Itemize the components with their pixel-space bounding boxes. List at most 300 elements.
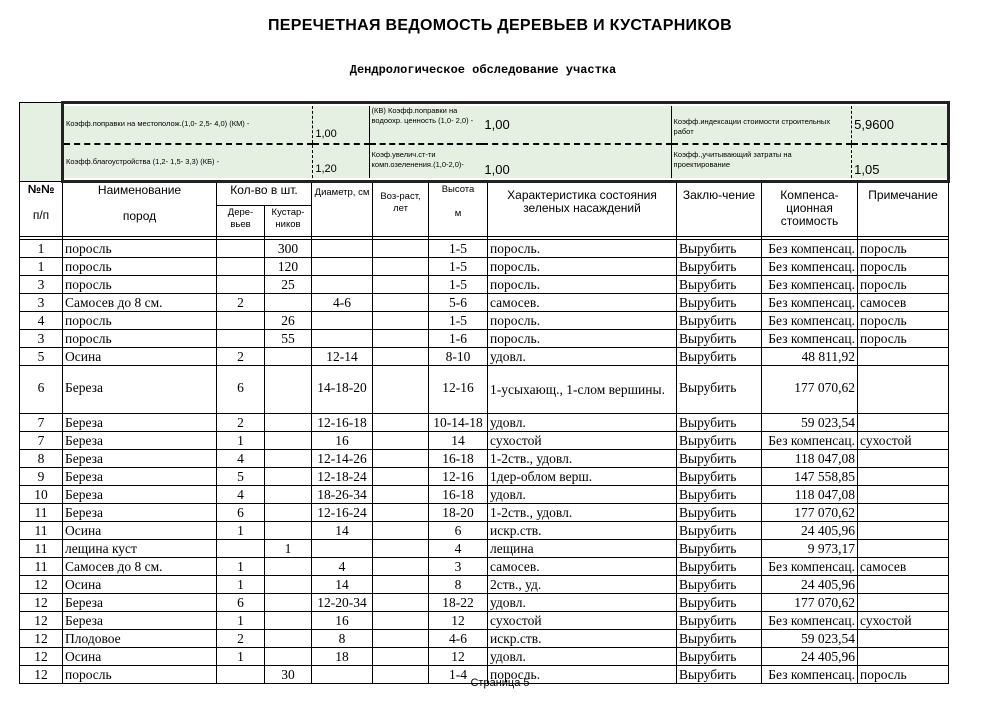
cell-decision: Вырубить — [677, 450, 762, 468]
cell-height: 10-14-18 — [429, 414, 488, 432]
cell-diameter — [312, 330, 373, 348]
cell-decision: Вырубить — [677, 414, 762, 432]
coef-design-label: Коэфф.,учитывающий затраты на проектирование — [671, 144, 852, 178]
cell-shrubs — [265, 504, 312, 522]
header-note: Примечание — [858, 182, 949, 237]
cell-shrubs — [265, 522, 312, 540]
header-age: Воз-раст, лет — [373, 182, 429, 237]
cell-name: поросль — [63, 276, 217, 294]
cell-num: 12 — [20, 666, 63, 684]
cell-cost: Без компенсац. — [762, 666, 858, 684]
cell-name: Осина — [63, 648, 217, 666]
cell-height: 1-5 — [429, 276, 488, 294]
cell-shrubs — [265, 630, 312, 648]
cell-height: 16-18 — [429, 450, 488, 468]
cell-decision: Вырубить — [677, 612, 762, 630]
cell-cost: Без компенсац. — [762, 294, 858, 312]
cell-note: самосев — [858, 294, 949, 312]
cell-cost: 59 023,54 — [762, 414, 858, 432]
cell-trees: 2 — [217, 294, 265, 312]
cell-cost: 9 973,17 — [762, 540, 858, 558]
cell-name: Береза — [63, 504, 217, 522]
cell-num: 5 — [20, 348, 63, 366]
cell-shrubs: 120 — [265, 258, 312, 276]
table-row — [20, 240, 949, 258]
cell-diameter: 14 — [312, 576, 373, 594]
cell-name: лещина куст — [63, 540, 217, 558]
cell-decision: Вырубить — [677, 486, 762, 504]
cell-num: 1 — [20, 240, 63, 258]
cell-state: искр.ств. — [488, 522, 677, 540]
cell-diameter — [312, 312, 373, 330]
header-height: Высота м — [429, 182, 488, 237]
cell-shrubs: 1 — [265, 540, 312, 558]
table-row — [20, 468, 949, 486]
cell-shrubs: 55 — [265, 330, 312, 348]
cell-age — [373, 648, 429, 666]
cell-name: поросль — [63, 312, 217, 330]
cell-cost: 24 405,96 — [762, 648, 858, 666]
cell-state: 1-усыхающ., 1-слом вершины. — [488, 366, 677, 414]
cell-state: искр.ств. — [488, 630, 677, 648]
cell-num: 1 — [20, 258, 63, 276]
cell-name: Береза — [63, 468, 217, 486]
page-subtitle: Дендрологическое обследование участка — [349, 63, 617, 77]
cell-note — [858, 576, 949, 594]
cell-note — [858, 348, 949, 366]
cell-trees — [217, 330, 265, 348]
cell-trees — [217, 258, 265, 276]
cell-state: сухостой — [488, 432, 677, 450]
cell-note: сухостой — [858, 612, 949, 630]
cell-cost: Без компенсац. — [762, 240, 858, 258]
cell-name: Осина — [63, 522, 217, 540]
cell-name: Самосев до 8 см. — [63, 558, 217, 576]
cell-state: сухостой — [488, 612, 677, 630]
cell-diameter: 16 — [312, 612, 373, 630]
cell-height: 18-22 — [429, 594, 488, 612]
cell-decision: Вырубить — [677, 276, 762, 294]
cell-note — [858, 366, 949, 414]
table-row — [20, 276, 949, 294]
cell-age — [373, 240, 429, 258]
cell-note: самосев — [858, 558, 949, 576]
header-shrubs: Кустар-ников — [265, 206, 312, 237]
cell-state: удовл. — [488, 648, 677, 666]
table-row — [20, 594, 949, 612]
cell-age — [373, 330, 429, 348]
coefficients-row — [20, 103, 949, 182]
coef-kb-value: 1,20 — [313, 144, 369, 178]
cell-diameter: 14-18-20 — [312, 366, 373, 414]
cell-age — [373, 312, 429, 330]
cell-decision: Вырубить — [677, 540, 762, 558]
cell-shrubs — [265, 594, 312, 612]
cell-num: 12 — [20, 576, 63, 594]
cell-trees — [217, 540, 265, 558]
cell-shrubs — [265, 348, 312, 366]
cell-diameter: 8 — [312, 630, 373, 648]
cell-age — [373, 450, 429, 468]
cell-cost: Без компенсац. — [762, 258, 858, 276]
cell-note — [858, 540, 949, 558]
cell-state: лещина — [488, 540, 677, 558]
coef-kv-label: (КВ) Коэфф.поправки на водоохр. ценность (1,0- 2,0) - — [369, 106, 482, 144]
cell-shrubs: 25 — [265, 276, 312, 294]
cell-num: 3 — [20, 276, 63, 294]
cell-name: Осина — [63, 576, 217, 594]
cell-cost: Без компенсац. — [762, 432, 858, 450]
cell-cost: 177 070,62 — [762, 504, 858, 522]
cell-name: поросль — [63, 666, 217, 684]
cell-height: 6 — [429, 522, 488, 540]
cell-trees: 5 — [217, 468, 265, 486]
coef-kz-value: 1,00 — [484, 162, 510, 177]
cell-cost: Без компенсац. — [762, 558, 858, 576]
table-row — [20, 486, 949, 504]
cell-decision: Вырубить — [677, 258, 762, 276]
cell-state: поросль. — [488, 312, 677, 330]
cell-height: 5-6 — [429, 294, 488, 312]
cell-age — [373, 468, 429, 486]
cell-decision: Вырубить — [677, 522, 762, 540]
cell-decision: Вырубить — [677, 348, 762, 366]
cell-trees: 2 — [217, 348, 265, 366]
cell-name: Береза — [63, 432, 217, 450]
cell-cost: 118 047,08 — [762, 450, 858, 468]
cell-cost: 177 070,62 — [762, 594, 858, 612]
cell-num: 9 — [20, 468, 63, 486]
cell-note — [858, 414, 949, 432]
cell-num: 6 — [20, 366, 63, 414]
cell-age — [373, 432, 429, 450]
coefficients-block — [63, 103, 949, 182]
cell-decision: Вырубить — [677, 432, 762, 450]
cell-diameter — [312, 276, 373, 294]
cell-trees — [217, 240, 265, 258]
coef-kb-label: Коэфф.благоустройства (1,2- 1,5- 3,3) (КБ) - — [66, 157, 220, 166]
cell-trees: 2 — [217, 630, 265, 648]
cell-diameter: 12-14 — [312, 348, 373, 366]
cell-diameter: 12-20-34 — [312, 594, 373, 612]
cell-state: поросль. — [488, 330, 677, 348]
cell-diameter — [312, 240, 373, 258]
cell-decision: Вырубить — [677, 648, 762, 666]
cell-state: 1дер-облом верш. — [488, 468, 677, 486]
cell-state: поросль. — [488, 240, 677, 258]
cell-trees: 6 — [217, 366, 265, 414]
cell-cost: 59 023,54 — [762, 630, 858, 648]
header-num: №№ п/п — [20, 182, 63, 237]
cell-decision: Вырубить — [677, 312, 762, 330]
cell-decision: Вырубить — [677, 630, 762, 648]
cell-num: 11 — [20, 504, 63, 522]
table-row — [20, 630, 949, 648]
cell-age — [373, 348, 429, 366]
cell-cost: 24 405,96 — [762, 576, 858, 594]
cell-diameter — [312, 540, 373, 558]
cell-age — [373, 366, 429, 414]
cell-decision: Вырубить — [677, 504, 762, 522]
cell-shrubs: 26 — [265, 312, 312, 330]
cell-shrubs: 300 — [265, 240, 312, 258]
cell-height: 12-16 — [429, 468, 488, 486]
cell-diameter: 16 — [312, 432, 373, 450]
cell-shrubs — [265, 648, 312, 666]
coef-km-label: Коэфф.поправки на местополож.(1,0- 2,5- 4,0) (КМ) - — [64, 106, 313, 144]
cell-num: 12 — [20, 630, 63, 648]
cell-num: 3 — [20, 330, 63, 348]
cell-shrubs — [265, 294, 312, 312]
cell-height: 12-16 — [429, 366, 488, 414]
cell-state: поросль. — [488, 666, 677, 684]
header-compensation: Компенса-ционная стоимость — [762, 182, 858, 237]
cell-note: сухостой — [858, 432, 949, 450]
inventory-table — [19, 101, 950, 684]
cell-num: 7 — [20, 432, 63, 450]
cell-diameter: 12-16-24 — [312, 504, 373, 522]
header-row-1 — [20, 182, 949, 206]
cell-trees: 1 — [217, 576, 265, 594]
header-conclusion: Заклю-чение — [677, 182, 762, 237]
cell-note — [858, 522, 949, 540]
cell-age — [373, 540, 429, 558]
cell-cost: 24 405,96 — [762, 522, 858, 540]
cell-decision: Вырубить — [677, 294, 762, 312]
cell-state: удовл. — [488, 414, 677, 432]
cell-note — [858, 450, 949, 468]
table-row — [20, 258, 949, 276]
cell-age — [373, 576, 429, 594]
cell-num: 12 — [20, 612, 63, 630]
cell-num: 8 — [20, 450, 63, 468]
cell-state: удовл. — [488, 486, 677, 504]
cell-num: 4 — [20, 312, 63, 330]
table-row — [20, 648, 949, 666]
cell-cost: Без компенсац. — [762, 330, 858, 348]
cell-trees: 1 — [217, 522, 265, 540]
cell-diameter — [312, 258, 373, 276]
cell-num: 11 — [20, 522, 63, 540]
cell-decision: Вырубить — [677, 666, 762, 684]
cell-shrubs — [265, 450, 312, 468]
cell-state: удовл. — [488, 348, 677, 366]
cell-name: Плодовое — [63, 630, 217, 648]
cell-note — [858, 486, 949, 504]
cell-cost: Без компенсац. — [762, 276, 858, 294]
cell-height: 18-20 — [429, 504, 488, 522]
cell-height: 4 — [429, 540, 488, 558]
cell-diameter: 12-18-24 — [312, 468, 373, 486]
cell-trees: 1 — [217, 612, 265, 630]
cell-age — [373, 414, 429, 432]
cell-cost: 177 070,62 — [762, 366, 858, 414]
cell-diameter: 18 — [312, 648, 373, 666]
cell-name: Береза — [63, 594, 217, 612]
cell-trees: 4 — [217, 450, 265, 468]
cell-decision: Вырубить — [677, 576, 762, 594]
cell-age — [373, 630, 429, 648]
cell-height: 12 — [429, 612, 488, 630]
cell-trees: 4 — [217, 486, 265, 504]
cell-diameter: 14 — [312, 522, 373, 540]
table-row — [20, 522, 949, 540]
cell-decision: Вырубить — [677, 240, 762, 258]
cell-trees: 2 — [217, 414, 265, 432]
cell-cost: 118 047,08 — [762, 486, 858, 504]
cell-trees: 1 — [217, 432, 265, 450]
cell-height: 8-10 — [429, 348, 488, 366]
cell-diameter: 4-6 — [312, 294, 373, 312]
cell-shrubs — [265, 558, 312, 576]
coef-kz-label: Коэф.увелич.ст-ти комп.озеленения.(1,0-2,0)- — [369, 144, 482, 178]
cell-note: поросль — [858, 312, 949, 330]
cell-num: 10 — [20, 486, 63, 504]
cell-trees — [217, 312, 265, 330]
page-number: Страница 5 — [470, 677, 530, 689]
cell-diameter: 12-16-18 — [312, 414, 373, 432]
cell-note: поросль — [858, 240, 949, 258]
cell-state: самосев. — [488, 558, 677, 576]
cell-height: 1-5 — [429, 312, 488, 330]
cell-height: 1-6 — [429, 330, 488, 348]
cell-name: поросль — [63, 240, 217, 258]
table-row — [20, 558, 949, 576]
cell-state: самосев. — [488, 294, 677, 312]
cell-height: 1-5 — [429, 240, 488, 258]
cell-age — [373, 522, 429, 540]
cell-name: Самосев до 8 см. — [63, 294, 217, 312]
cell-age — [373, 612, 429, 630]
cell-trees: 1 — [217, 558, 265, 576]
cell-height: 14 — [429, 432, 488, 450]
cell-age — [373, 294, 429, 312]
header-characteristic: Характеристика состояния зеленых насаждений — [488, 182, 677, 237]
page-title: ПЕРЕЧЕТНАЯ ВЕДОМОСТЬ ДЕРЕВЬЕВ И КУСТАРНИКОВ — [267, 17, 733, 34]
cell-name: Береза — [63, 612, 217, 630]
cell-decision: Вырубить — [677, 468, 762, 486]
cell-num: 12 — [20, 594, 63, 612]
cell-name: Береза — [63, 414, 217, 432]
table-row — [20, 414, 949, 432]
cell-height: 3 — [429, 558, 488, 576]
cell-height: 16-18 — [429, 486, 488, 504]
cell-cost: Без компенсац. — [762, 312, 858, 330]
cell-shrubs — [265, 366, 312, 414]
cell-trees: 6 — [217, 504, 265, 522]
cell-age — [373, 486, 429, 504]
cell-shrubs — [265, 414, 312, 432]
cell-diameter: 18-26-34 — [312, 486, 373, 504]
cell-trees: 1 — [217, 648, 265, 666]
cell-state: поросль. — [488, 276, 677, 294]
table-row — [20, 612, 949, 630]
header-trees: Дере-вьев — [217, 206, 265, 237]
cell-age — [373, 558, 429, 576]
header-name: Наименование пород — [63, 182, 217, 237]
cell-note — [858, 648, 949, 666]
cell-name: поросль — [63, 258, 217, 276]
cell-state: 2ств., уд. — [488, 576, 677, 594]
table-row — [20, 450, 949, 468]
cell-age — [373, 258, 429, 276]
cell-state: поросль. — [488, 258, 677, 276]
cell-note: поросль — [858, 666, 949, 684]
cell-height: 12 — [429, 648, 488, 666]
cell-height: 4-6 — [429, 630, 488, 648]
table-row — [20, 330, 949, 348]
table-row — [20, 366, 949, 414]
cell-note — [858, 468, 949, 486]
cell-shrubs — [265, 576, 312, 594]
table-row — [20, 312, 949, 330]
cell-decision: Вырубить — [677, 366, 762, 414]
cell-state: 1-2ств., удовл. — [488, 450, 677, 468]
cell-cost: 147 558,85 — [762, 468, 858, 486]
cell-height: 8 — [429, 576, 488, 594]
cell-note: поросль — [858, 330, 949, 348]
coefficients-blank — [20, 103, 63, 182]
cell-num: 3 — [20, 294, 63, 312]
cell-state: удовл. — [488, 594, 677, 612]
cell-decision: Вырубить — [677, 330, 762, 348]
cell-name: Береза — [63, 450, 217, 468]
cell-state: 1-2ств., удовл. — [488, 504, 677, 522]
cell-note — [858, 594, 949, 612]
header-diameter: Диаметр, см — [312, 182, 373, 237]
cell-num: 7 — [20, 414, 63, 432]
table-row — [20, 576, 949, 594]
cell-shrubs — [265, 432, 312, 450]
cell-name: Береза — [63, 366, 217, 414]
cell-height: 1-4 — [429, 666, 488, 684]
cell-age — [373, 504, 429, 522]
cell-name: Осина — [63, 348, 217, 366]
coef-index-value: 5,9600 — [852, 106, 947, 144]
coef-design-value: 1,05 — [852, 144, 947, 178]
cell-cost: 48 811,92 — [762, 348, 858, 366]
table-row — [20, 504, 949, 522]
cell-num: 12 — [20, 648, 63, 666]
header-qty: Кол-во в шт. — [217, 182, 312, 206]
table-row — [20, 348, 949, 366]
table-row — [20, 432, 949, 450]
cell-note: поросль — [858, 258, 949, 276]
coef-kv-value: 1,00 — [482, 106, 671, 144]
cell-shrubs — [265, 468, 312, 486]
cell-diameter: 4 — [312, 558, 373, 576]
cell-diameter: 12-14-26 — [312, 450, 373, 468]
cell-note: поросль — [858, 276, 949, 294]
cell-cost: Без компенсац. — [762, 612, 858, 630]
cell-decision: Вырубить — [677, 558, 762, 576]
cell-age — [373, 594, 429, 612]
table-row — [20, 294, 949, 312]
cell-note — [858, 504, 949, 522]
cell-num: 11 — [20, 558, 63, 576]
cell-height: 1-5 — [429, 258, 488, 276]
coef-index-label: Коэфф.индексации стоимости строительных работ — [671, 106, 852, 144]
cell-name: поросль — [63, 330, 217, 348]
cell-shrubs — [265, 612, 312, 630]
cell-shrubs — [265, 486, 312, 504]
table-row — [20, 540, 949, 558]
cell-shrubs: 30 — [265, 666, 312, 684]
coef-km-value: 1,00 — [313, 106, 369, 144]
cell-trees: 6 — [217, 594, 265, 612]
cell-num: 11 — [20, 540, 63, 558]
cell-decision: Вырубить — [677, 594, 762, 612]
